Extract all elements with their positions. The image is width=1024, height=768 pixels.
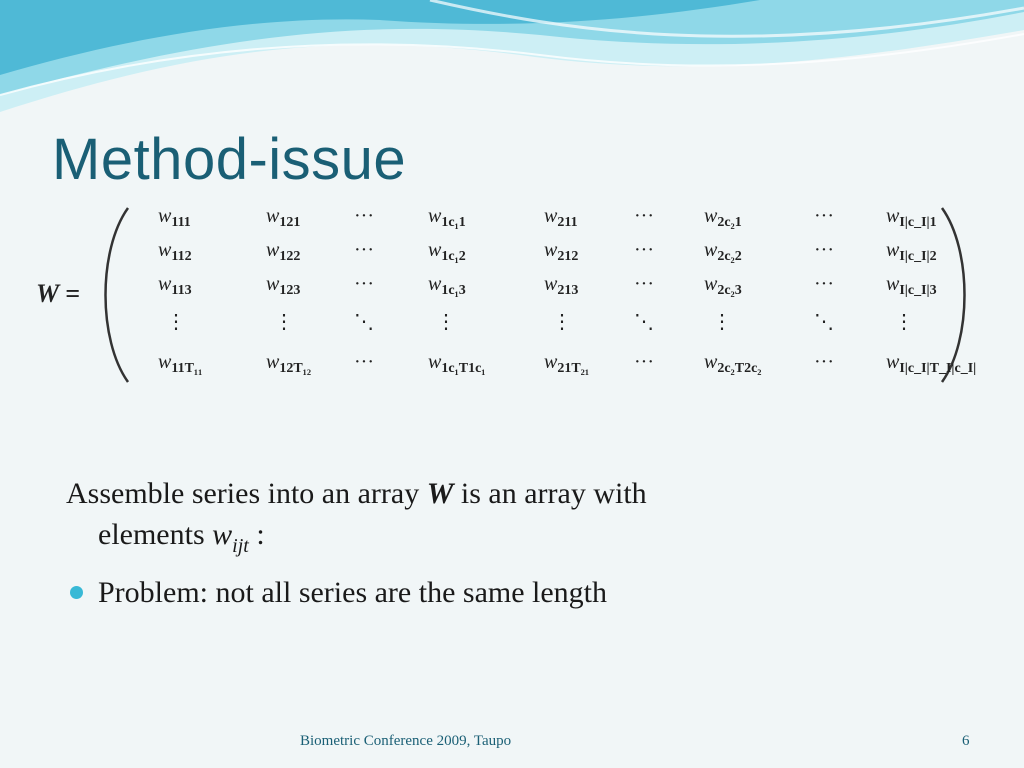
matrix-cell: w2c₂3 (704, 273, 742, 298)
matrix-cell: ⋮ (894, 311, 914, 333)
matrix-cell: w123 (266, 273, 301, 298)
matrix-cell: ⋮ (274, 311, 294, 333)
matrix-cell: ··· (814, 351, 834, 373)
matrix-cell: w213 (544, 273, 579, 298)
matrix-cell: ⋮ (166, 311, 186, 333)
left-paren (106, 208, 129, 382)
matrix-cell: w211 (544, 205, 578, 230)
matrix-cell: ··· (634, 273, 654, 295)
matrix-cell: wI|c_I|3 (886, 273, 937, 298)
bullet-text: Problem: not all series are the same length (98, 576, 608, 609)
matrix-cell: ⋱ (634, 311, 654, 333)
matrix-cell: w2c₂T2c₂ (704, 351, 762, 376)
array-symbol: W (426, 477, 454, 510)
matrix-cell: ··· (634, 205, 654, 227)
matrix-cell: ··· (814, 205, 834, 227)
matrix-cell: ··· (354, 351, 374, 373)
matrix-cells (158, 205, 976, 376)
matrix-cell: w121 (266, 205, 301, 230)
matrix-cell: ··· (814, 273, 834, 295)
matrix-cell: w21T₂₁ (544, 351, 590, 376)
matrix-cell: w2c₂2 (704, 239, 742, 264)
element-subscript: ijt (232, 535, 249, 557)
matrix-cell: ··· (634, 351, 654, 373)
matrix-cell: wI|c_I|2 (886, 239, 937, 264)
matrix-cell: ··· (354, 273, 374, 295)
line2-suffix: : (248, 518, 265, 551)
element-symbol: w (212, 518, 233, 551)
header-wave-decoration (0, 0, 1024, 120)
matrix-cell: ··· (354, 239, 374, 261)
matrix-cell: ⋱ (814, 311, 834, 333)
matrix-equation (36, 200, 977, 390)
footer-text: Biometric Conference 2009, Taupo (300, 733, 512, 749)
matrix-cell: w212 (544, 239, 579, 264)
matrix-cell: w12T₁₂ (266, 351, 312, 376)
slide-title: Method-issue (52, 127, 407, 192)
matrix-cell: w122 (266, 239, 301, 264)
matrix-cell: wI|c_I|1 (886, 205, 937, 230)
matrix-cell: ⋮ (552, 311, 572, 333)
body-line-2 (98, 514, 966, 567)
bullet-item (66, 573, 966, 613)
matrix-cell: wI|c_I|T_I|c_I| (886, 351, 977, 376)
matrix-cell: w11T₁₁ (158, 351, 203, 376)
bullet-dot-icon (70, 586, 83, 599)
page-number: 6 (962, 733, 970, 749)
matrix-cell: w2c₂1 (704, 205, 742, 230)
line2-prefix: elements (98, 518, 213, 551)
line1-prefix: Assemble series into an array (66, 477, 427, 510)
matrix-cell: ··· (354, 205, 374, 227)
matrix-cell: w1c₁3 (428, 273, 466, 298)
matrix-cell: ··· (814, 239, 834, 261)
matrix-cell: w1c₁2 (428, 239, 466, 264)
matrix-svg (36, 200, 977, 390)
right-paren (942, 208, 965, 382)
matrix-cell: ⋮ (712, 311, 732, 333)
body-text (66, 474, 966, 613)
matrix-cell: w1c₁1 (428, 205, 466, 230)
matrix-cell: ⋱ (354, 311, 374, 333)
matrix-cell: w112 (158, 239, 192, 264)
matrix-cell: ⋮ (436, 311, 456, 333)
matrix-cell: w111 (158, 205, 191, 230)
matrix-cell: w1c₁T1c₁ (428, 351, 486, 376)
line1-suffix: is an array with (453, 477, 647, 510)
matrix-lhs: W = (36, 279, 80, 308)
matrix-cell: ··· (634, 239, 654, 261)
matrix-cell: w113 (158, 273, 192, 298)
body-line-1 (66, 474, 966, 514)
